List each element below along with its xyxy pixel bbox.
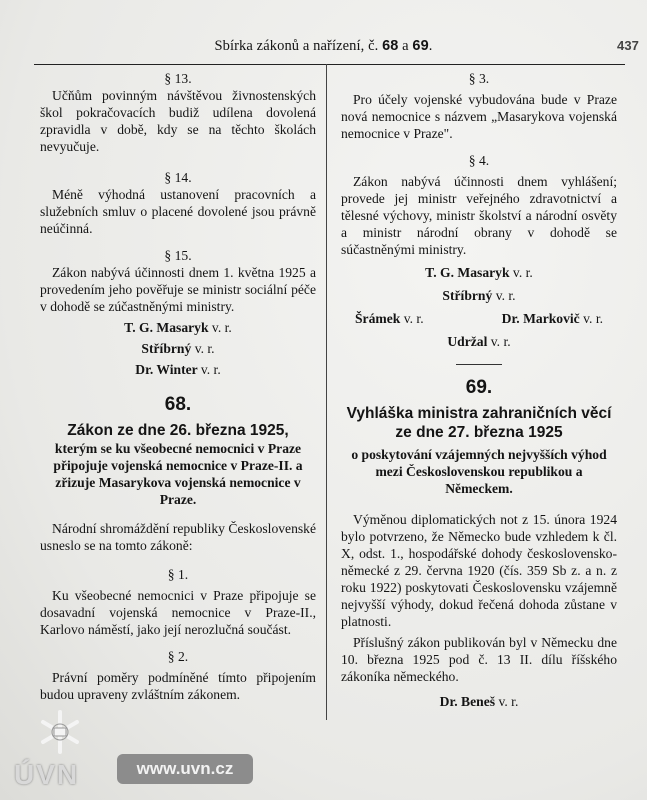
law-68-title: Zákon ze dne 26. března 1925, xyxy=(67,422,289,439)
header-law-number-2: 69 xyxy=(412,38,429,54)
uvn-logo xyxy=(8,707,108,797)
left-column xyxy=(40,70,316,703)
signature-markovic: Dr. Markovič v. r. xyxy=(501,311,603,326)
signature-stribrny: Stříbrný v. r. xyxy=(141,341,215,356)
law-69-number: 69. xyxy=(465,377,493,398)
section-14-heading: § 14. xyxy=(164,170,192,185)
law-69-subtitle: o poskytování vzájemných nejvyšších výhod mezi Československou republikou a Německem. xyxy=(351,447,607,496)
signature-masaryk-2: T. G. Masaryk v. r. xyxy=(425,265,533,280)
signature-benes: Dr. Beneš v. r. xyxy=(439,694,519,709)
section-15-text: Zákon nabývá účinnosti dnem 1. května 1925 a provedením jeho pověřuje se ministr sociální péče v dohodě se zúčastněnými ministry. xyxy=(40,265,316,314)
header-law-number-1: 68 xyxy=(382,38,399,54)
law-68-number: 68. xyxy=(164,394,192,415)
right-column xyxy=(341,70,617,710)
website-url: www.uvn.cz xyxy=(117,754,253,784)
section-4-text: Zákon nabývá účinnosti dnem vyhlášení; provede jej ministr veřejného zdravotnictví a tělesné výchovy, ministr školství a národní osvěty a ministr národní obrany v dohodě se súčastněnými ministry. xyxy=(341,174,617,257)
snowflake-cross-icon xyxy=(40,709,80,755)
signature-winter: Dr. Winter v. r. xyxy=(135,362,221,377)
section-2-heading: § 2. xyxy=(167,649,189,664)
section-14-text: Méně výhodná ustanovení pracovních a služebních smluv o placené dovolené jsou právně neúčinná. xyxy=(40,187,316,236)
column-divider xyxy=(326,64,327,720)
header-conjunction: a xyxy=(402,38,409,54)
signature-sramek: Šrámek v. r. xyxy=(355,311,424,326)
section-15-heading: § 15. xyxy=(164,248,192,263)
signature-row-sramek-markovic xyxy=(341,310,617,327)
law-69-paragraph-1: Výměnou diplomatických not z 15. února 1924 bylo potvrzeno, že Německo bude vzhledem k čl. X, odst. 1., hospodářské dohody československo-německé z 29. června 1920 (čís. 359 Sb z. a n. z roku 1922) poskytovati Československu vzájemně nejvyšší výhody, dokud řečená dohoda zůstane v platnosti. xyxy=(341,512,617,629)
header-rule xyxy=(34,64,625,65)
header-title: Sbírka zákonů a nařízení, č. 68 a 69. xyxy=(214,38,433,54)
law-69-paragraph-2: Příslušný zákon publikován byl v Německu dne 10. března 1925 pod č. 13 II. dílu říšského zákoníka německého. xyxy=(341,635,617,684)
law-68-preamble: Národní shromáždění republiky Československé usneslo se na tomto zákoně: xyxy=(40,521,316,553)
signature-stribrny-2: Stříbrný v. r. xyxy=(442,288,516,303)
section-3-text: Pro účely vojenské vybudována bude v Praze nová nemocnice s názvem „Masarykova vojenská nemocnice v Praze". xyxy=(341,92,617,141)
section-13-text: Učňům povinným návštěvou živnostenských škol pokračovacích budiž udílena dovolená zpravidla v době, kdy se na těchto školách nevyučuje. xyxy=(40,88,316,154)
page-number: 437 xyxy=(617,38,639,53)
section-2-text: Právní poměry podmíněné tímto připojením budou upraveny zvláštním zákonem. xyxy=(40,670,316,702)
section-1-heading: § 1. xyxy=(167,567,189,582)
header-title-prefix: Sbírka zákonů a nařízení, č. xyxy=(214,38,379,54)
signature-udrzal: Udržal v. r. xyxy=(447,334,511,349)
signature-masaryk: T. G. Masaryk v. r. xyxy=(124,320,232,335)
law-68-subtitle: kterým se ku všeobecné nemocnici v Praze připojuje vojenská nemocnice v Praze-II. a zřizuje Masarykova vojenská nemocnice v Praze. xyxy=(53,441,303,507)
section-3-heading: § 3. xyxy=(468,71,490,86)
section-13-heading: § 13. xyxy=(164,71,192,86)
logo-text: ÚVN xyxy=(14,759,80,790)
law-69-title: Vyhláška ministra zahraničních věcí ze dne 27. března 1925 xyxy=(346,405,612,441)
section-4-heading: § 4. xyxy=(468,153,490,168)
section-1-text: Ku všeobecné nemocnici v Praze připojuje se dosavadní vojenská nemocnice v Praze-II., Karlovo náměstí, jako její nerozlučná součást. xyxy=(40,588,316,637)
page-header xyxy=(0,38,647,60)
